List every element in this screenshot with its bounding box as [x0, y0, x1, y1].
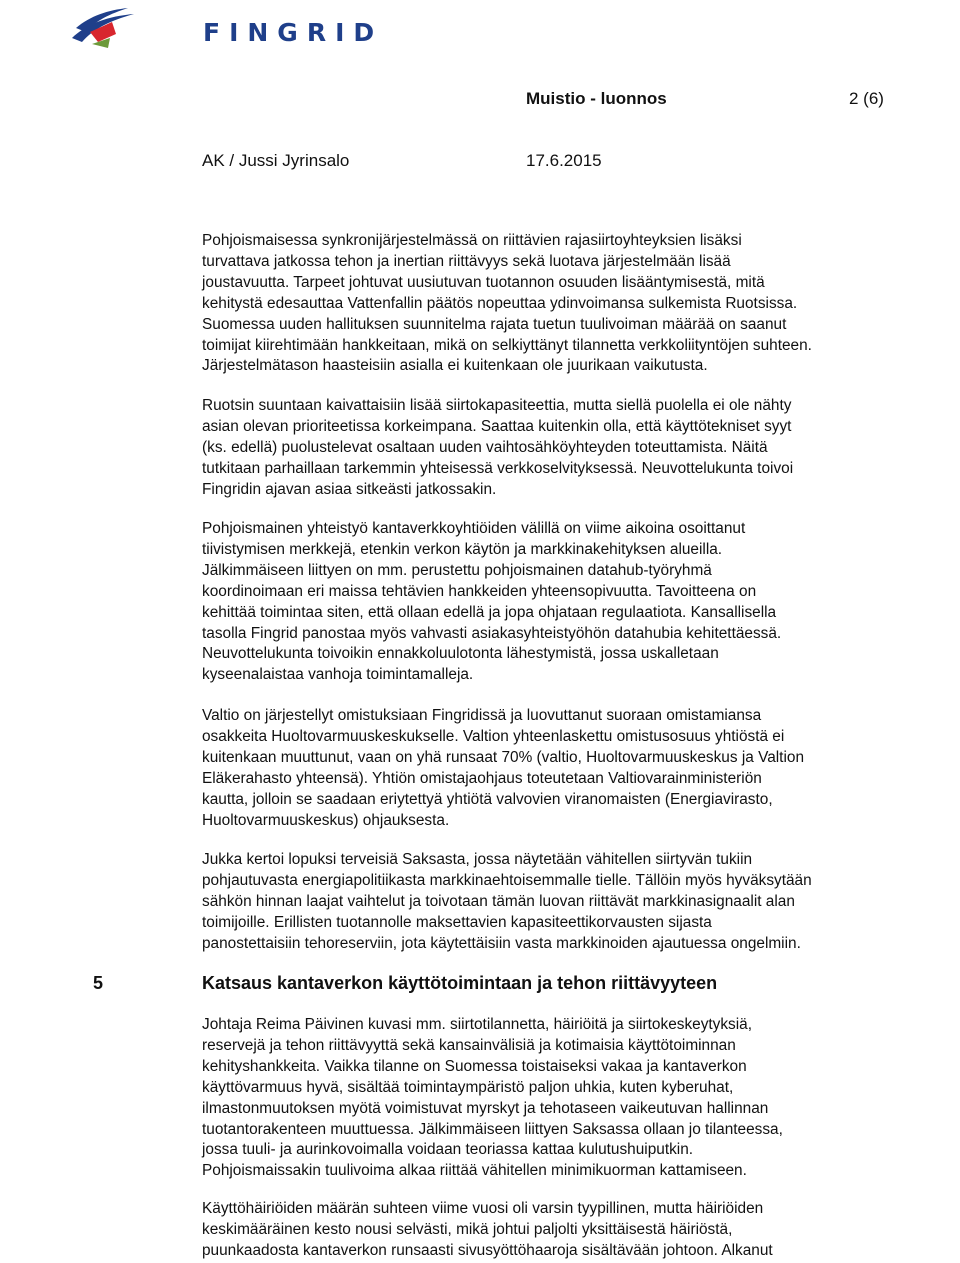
paragraph-text: Käyttöhäiriöiden määrän suhteen viime vuosi oli varsin tyypillinen, mutta häiriöiden keskimääräinen kesto nousi selvästi, mikä johtui paljolti yksittäisestä häiriöstä, puunkaadosta kantaverkon runsaasti sivusyöttöhaaroja sisältävään johtoon. Alkanut [202, 1200, 773, 1259]
paragraph [202, 1199, 942, 1262]
author: AK / Jussi Jyrinsalo [202, 151, 350, 170]
page-number: 2 (6) [849, 89, 884, 108]
fingrid-logo [68, 4, 384, 48]
paragraph [202, 1015, 942, 1182]
section-number: 5 [93, 973, 104, 993]
paragraph-text: Valtio on järjestellyt omistuksiaan Fingridissä ja luovuttanut suoraan omistamiansa osakkeita Huoltovarmuuskeskukselle. Valtion yhteenlaskettu omistusosuus yhtiöstä ei kuitenkaan muuttunut, vaan on yhä runsaat 70% (valtio, Huoltovarmuuskeskus ja Valtion Eläkerahasto yhteensä). Yhtiön omistajaohjaus toteutetaan Valtiovarainministeriön kautta, jolloin se saadaan eriytettyä yhtiötä valvovien viranomaisten (Energiavirasto, Huoltovarmuuskeskus) ohjauksesta. [202, 707, 805, 829]
paragraph [202, 231, 942, 377]
paragraph-text: Pohjoismaisessa synkronijärjestelmässä on riittävien rajasiirtoyhteyksien lisäksi turvattava jatkossa tehon ja inertian riittävyys sekä luotava järjestelmään lisää joustavuutta. Tarpeet johtuvat uusiutuvan tuotannon osuuden lisääntymisestä, mitä kehitystä edesauttaa Vattenfallin päätös nopeuttaa ydinvoimansa sulkemista Ruotsissa. Suomessa uuden hallituksen suunnitelma rajata tuetun tuulivoiman määrää on saanut toimijat kiirehtimään hankkeitaan, mikä on selkiyttänyt tilannetta verkkoliityntöjen suhteen. Järjestelmätason haasteisiin asialla ei kuitenkaan ole juurikaan vaikutusta. [202, 232, 812, 375]
paragraph-text: Pohjoismainen yhteistyö kantaverkkoyhtiöiden välillä on viime aikoina osoittanut tiivistymisen merkkejä, etenkin verkon käytön ja markkinakehityksen alueilla. Jälkimmäiseen liittyen on mm. perustettu pohjoismainen datahub-työryhmä koordinoimaan eri maissa tehtävien hankkeiden yhteensopivuutta. Tavoitteena on kehittää toimintaa siten, että ollaan edellä ja jopa ohjataan regulaatiota. Kansallisella tasolla Fingrid panostaa myös vahvasti asiakasyhteistyöhön datahubia kehitettäessä. Neuvottelukunta toivoikin ennakkoluulotonta lähestymistä, jossa uskalletaan kyseenalaistaa vanhoja toimintamalleja. [202, 520, 782, 684]
paragraph [202, 396, 942, 501]
date: 17.6.2015 [526, 151, 602, 170]
section-heading: Katsaus kantaverkon käyttötoimintaan ja tehon riittävyyteen [202, 973, 718, 993]
paragraph [202, 519, 942, 686]
paragraph-text: Johtaja Reima Päivinen kuvasi mm. siirtotilannetta, häiriöitä ja siirtokeskeytyksiä, reservejä ja tehon riittävyyttä sekä kansainvälisiä ja kotimaisia käyttötoiminnan kehityshankkeita. Vaikka tilanne on Suomessa toistaiseksi vakaa ja kantaverkon käyttövarmuus hyvä, sisältää toimintaympäristö paljon uhkia, kuten kyberuhat, ilmastonmuutoksen myötä voimistuvat myrskyt ja tehotaseen vaikeutuvan hallinnan tuotantorakenteen muuttuessa. Jälkimmäiseen liittyen Saksassa ollaan jo tilanteessa, jossa tuuli- ja aurinkovoimalla voidaan teoriassa kattaa kulutushuiputkin. Pohjoismaissakin tuulivoima alkaa riittää vähitellen minimikuorman kattamiseen. [202, 1016, 783, 1180]
fingrid-logo-icon [68, 4, 138, 48]
paragraph-text: Jukka kertoi lopuksi terveisiä Saksasta, jossa näytetään vähitellen siirtyvän tukiin pohjautuvasta energiapolitiikasta markkinaehtoisemmalle tielle. Tällöin myös hyväksytään sähkön hinnan laajat vaihtelut ja toivotaan tämän luovan riittävät markkinasignaalit alan toimijoille. Erillisten tuotannolle maksettavien kapasiteettikorvausten sijasta panostettaisiin tehoreserviin, jota käytettäisiin vasta markkinoiden ajautuessa ongelmiin. [202, 851, 812, 952]
paragraph [202, 850, 942, 955]
paragraph-text: Ruotsin suuntaan kaivattaisiin lisää siirtokapasiteettia, mutta siellä puolella ei ole nähty asian olevan prioriteetissa korkeimpana. Saattaa kuitenkin olla, että käyttötekniset syyt (ks. edellä) puolustelevat osaltaan uuden vaihtosähköyhteyden toteuttamista. Näitä tutkitaan parhaillaan tarkemmin yhteisessä verkkoselvityksessä. Neuvottelukunta toivoi Fingridin ajavan asiaa sitkeästi jatkossakin. [202, 397, 794, 498]
document-title: Muistio - luonnos [526, 89, 667, 108]
paragraph [202, 706, 942, 831]
logo-text: FINGRID [203, 18, 384, 47]
